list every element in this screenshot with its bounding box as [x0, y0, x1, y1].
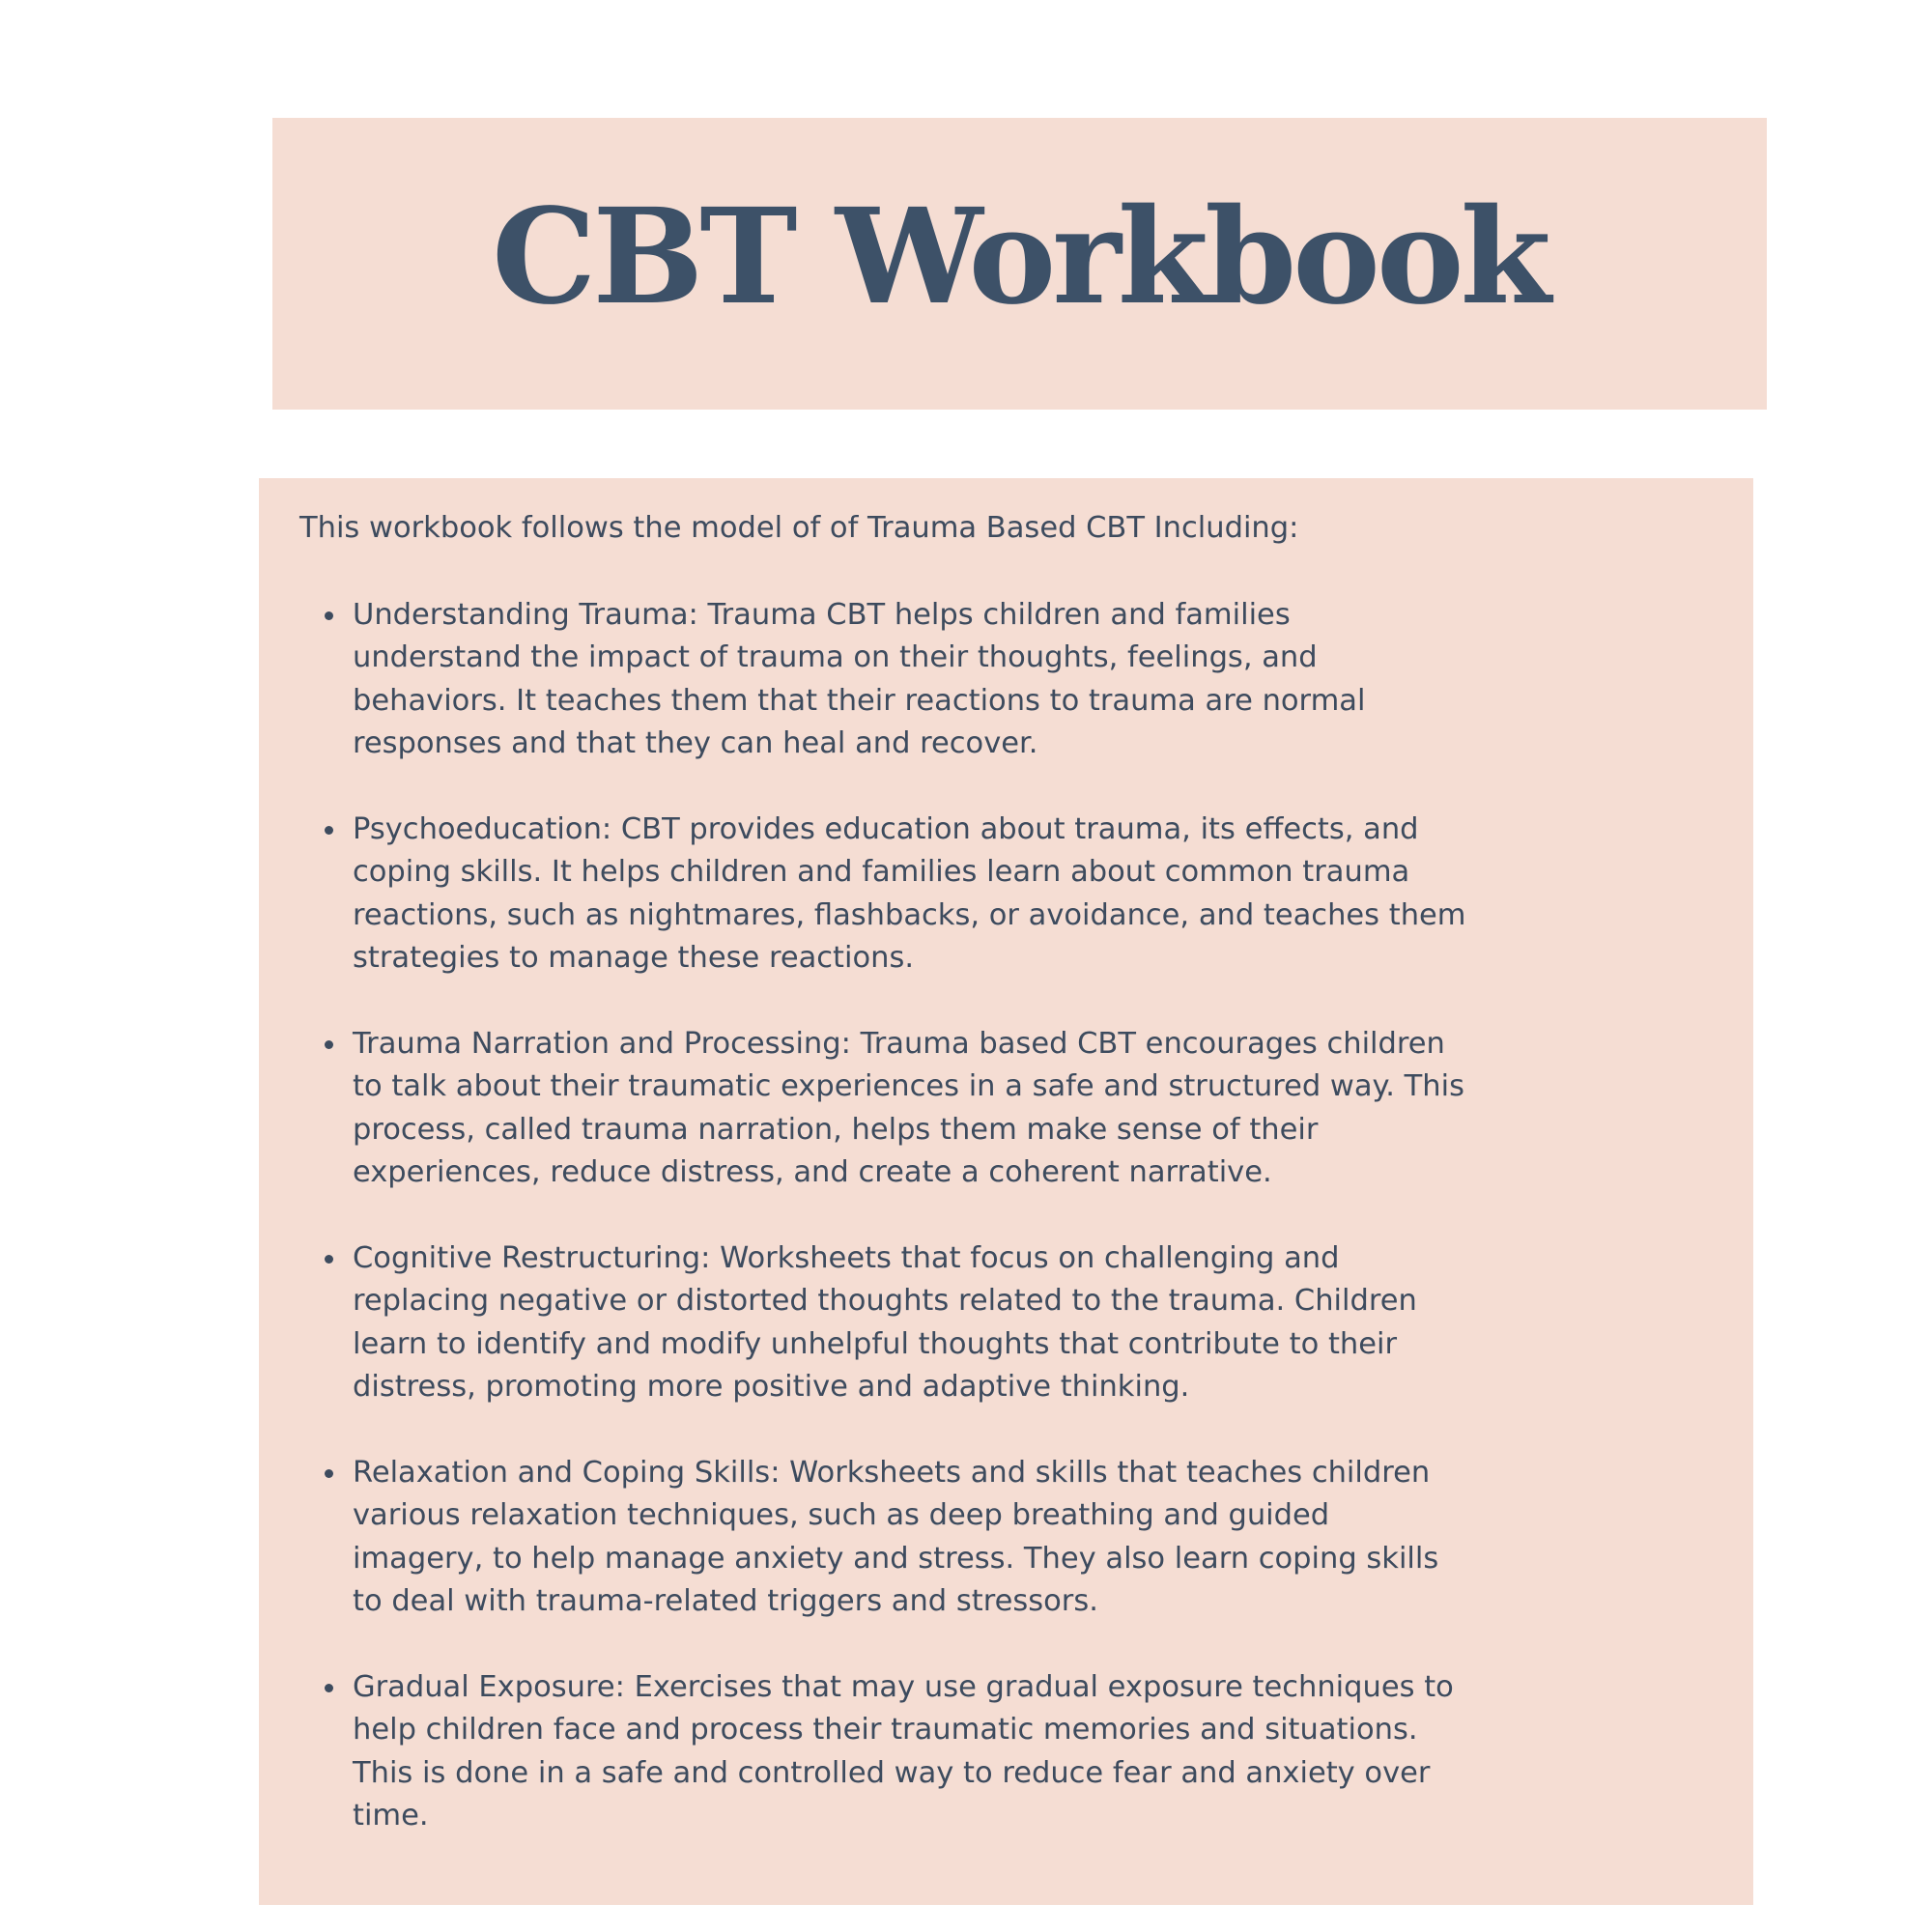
text-line: Trauma Narration and Processing: Trauma based CBT encourages children [353, 1026, 1445, 1061]
text-line: Psychoeducation: CBT provides education about trauma, its effects, and [353, 811, 1419, 846]
text-line: coping skills. It helps children and families learn about common trauma [353, 855, 1410, 889]
bullet-icon [325, 1040, 333, 1049]
text-line: Gradual Exposure: Exercises that may use gradual exposure techniques to [353, 1669, 1454, 1704]
text-line: responses and that they can heal and recover. [353, 726, 1038, 760]
list-item [299, 1666, 1512, 1838]
bullet-icon [325, 1255, 333, 1264]
text-line: This is done in a safe and controlled way to reduce fear and anxiety over [353, 1755, 1431, 1790]
text-line: behaviors. It teaches them that their reactions to trauma are normal [353, 683, 1366, 718]
bullet-icon [325, 826, 333, 835]
text-line: to deal with trauma-related triggers and stressors. [353, 1584, 1098, 1618]
list-item [299, 594, 1512, 766]
intro-text: This workbook follows the model of of Trauma Based CBT Including: [299, 511, 1299, 545]
text-line: various relaxation techniques, such as deep breathing and guided [353, 1498, 1330, 1532]
bullet-icon [325, 1469, 333, 1478]
text-line: to talk about their traumatic experiences in a safe and structured way. This [353, 1069, 1464, 1103]
list-item [299, 1452, 1512, 1624]
list-item-text [353, 1452, 1512, 1624]
bullet-icon [325, 611, 333, 620]
text-line: understand the impact of trauma on their thoughts, feelings, and [353, 640, 1318, 674]
list-item-text [353, 1023, 1512, 1195]
list-item-text [353, 809, 1512, 980]
text-line: experiences, reduce distress, and create a coherent narrative. [353, 1155, 1272, 1189]
text-line: imagery, to help manage anxiety and stress. They also learn coping skills [353, 1541, 1439, 1576]
text-line: process, called trauma narration, helps them make sense of their [353, 1112, 1319, 1147]
list-item [299, 1023, 1512, 1195]
bullet-list [299, 594, 1753, 1838]
text-line: help children face and process their traumatic memories and situations. [353, 1713, 1418, 1747]
text-line: Relaxation and Coping Skills: Worksheets and skills that teaches children [353, 1455, 1431, 1490]
list-item [299, 809, 1512, 980]
text-line: reactions, such as nightmares, flashbacks, or avoidance, and teaches them [353, 897, 1466, 932]
list-item-text [353, 1666, 1512, 1838]
list-item [299, 1237, 1512, 1409]
text-line: Cognitive Restructuring: Worksheets that focus on challenging and [353, 1240, 1340, 1275]
text-line: distress, promoting more positive and adaptive thinking. [353, 1370, 1190, 1404]
list-item-text [353, 1237, 1512, 1409]
text-line: Understanding Trauma: Trauma CBT helps children and families [353, 597, 1291, 632]
text-line: strategies to manage these reactions. [353, 941, 915, 975]
bullet-icon [325, 1684, 333, 1692]
text-line: learn to identify and modify unhelpful thoughts that contribute to their [353, 1326, 1398, 1361]
text-line: time. [353, 1799, 429, 1833]
page-title: CBT Workbook [492, 180, 1548, 334]
list-item-text [353, 594, 1512, 766]
title-banner [272, 118, 1767, 410]
content-panel [259, 478, 1753, 1905]
text-line: replacing negative or distorted thoughts related to the trauma. Children [353, 1284, 1417, 1318]
